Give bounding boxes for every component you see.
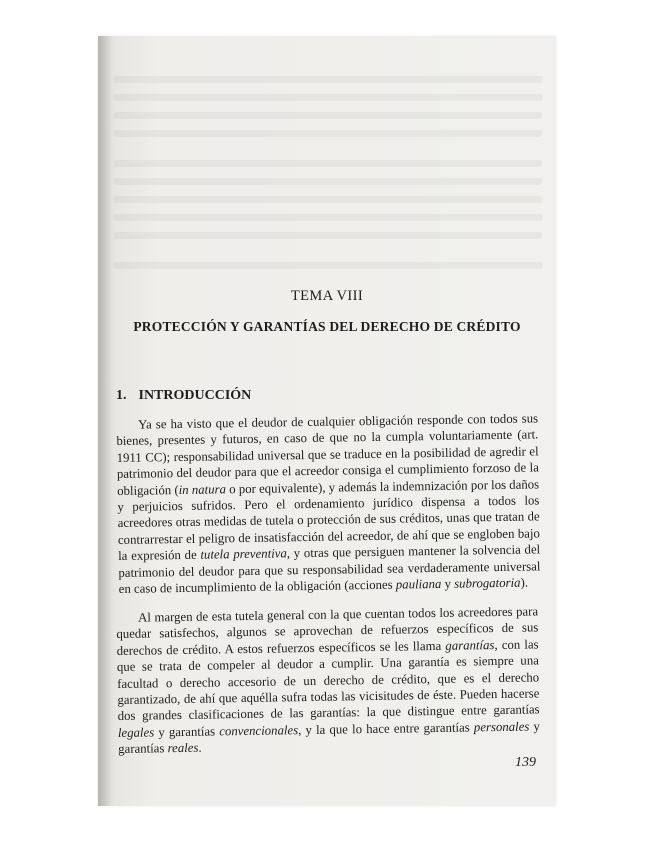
section-heading <box>116 388 251 404</box>
italic-term: subrogatoria <box>454 575 521 591</box>
bleed-through-line <box>114 262 542 269</box>
bleed-through-line <box>114 214 542 221</box>
text-run: , con las que se trata de compeler al deudor a cumplir. Una garantía es siempre una facultad o derecho accesorio de un derecho de crédito, que es el derecho garantizado, de ahí que aquélla sufra todas las vicisitudes de éste. Pueden hacerse dos grandes clasificaciones de las garantías: la que distingue entre garantías <box>116 637 540 724</box>
paragraph-garantias <box>116 603 540 757</box>
bleed-through-line <box>114 76 542 83</box>
bleed-through-line <box>114 178 542 185</box>
bleed-through-line <box>114 232 542 239</box>
italic-term: pauliana <box>395 576 442 592</box>
text-run: , y otras que persiguen mantener la solvencia del patrimonio del deudor para que su responsabilidad sea verdaderamente universal en caso de incumplimiento de la obligación (acciones <box>118 542 541 597</box>
bleed-through-line <box>114 130 542 137</box>
italic-term: personales <box>473 719 530 735</box>
bleed-through-line <box>114 112 542 119</box>
italic-term: garantías <box>445 637 495 653</box>
section-number: 1. <box>116 388 127 403</box>
italic-term: legales <box>117 725 155 740</box>
book-page <box>98 36 556 806</box>
italic-term: reales <box>167 740 199 756</box>
text-run: , y la que lo hace entre garantías <box>298 720 474 737</box>
text-run: y garantías <box>118 719 540 757</box>
text-run: Ya se ha visto que el deudor de cualquier obligación responde con todos sus bienes, presentes y futuros, en caso de que no la cumpla voluntariamente (art. 1911 CC); responsabilidad universal que se traduce en la posibilidad de agredir el patrimonio del deudor para que el acreedor consiga el cumplimiento forzoso de la obligación ( <box>116 411 539 498</box>
text-run: . <box>198 740 202 755</box>
chapter-label: TEMA VIII <box>290 288 364 304</box>
section-title: INTRODUCCIÓN <box>138 388 252 403</box>
bleed-through-line <box>114 196 542 203</box>
text-run: y garantías <box>154 724 220 740</box>
text-run: Al margen de esta tutela general con la que cuentan todos los acreedores para quedar satisfechos, algunos se aprovechan de refuerzos específicos de sus derechos de crédito. A estos refuerzos específicos se les llama <box>116 604 539 658</box>
italic-term: convencionales <box>219 722 299 739</box>
text-run: o por equivalente), y además la indemnización por los daños y perjuicios sufridos. Pero el ordenamiento jurídico dispensa a todos los acreedores otras medidas de tutela o protección de sus créditos, unas que tratan de contrarrestar el peligro de insatisfacción del acreedor, de ahí que se engloben bajo la expresión de <box>117 476 540 564</box>
italic-term: tutela preventiva <box>200 546 287 562</box>
bleed-through-line <box>114 94 542 101</box>
text-run: y <box>441 576 455 591</box>
italic-term: in natura <box>178 481 227 497</box>
text-run: ). <box>520 575 529 590</box>
paragraph-introduction <box>116 410 541 597</box>
bleed-through-line <box>114 160 542 167</box>
chapter-title: PROTECCIÓN Y GARANTÍAS DEL DERECHO DE CRÉDITO <box>133 319 521 334</box>
page-number: 139 <box>515 755 536 770</box>
